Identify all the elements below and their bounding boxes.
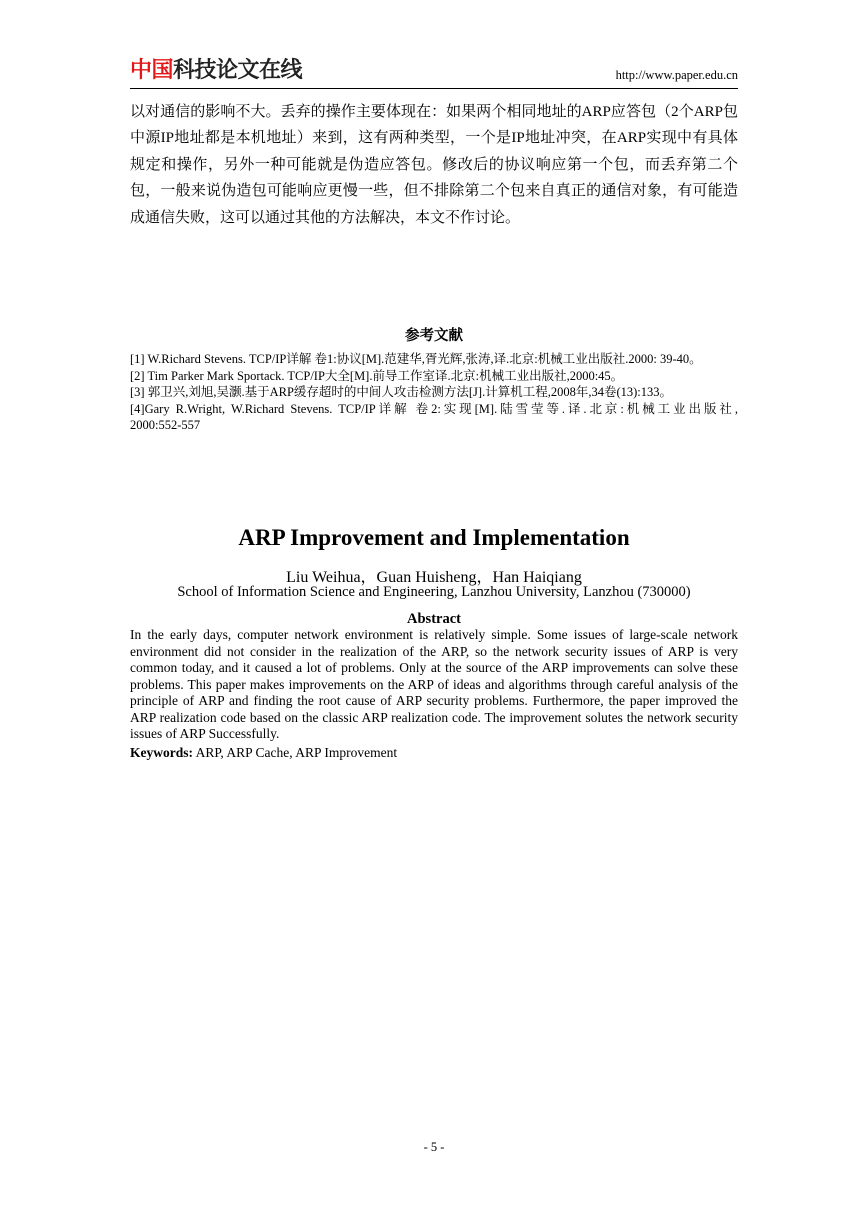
reference-item: [4]Gary R.Wright, W.Richard Stevens. TCP/IP详解 卷2:实现[M].陆雪莹等.译.北京:机械工业出版社, — [130, 401, 738, 416]
abstract-heading: Abstract — [407, 611, 461, 627]
page-number: - 5 - — [423, 1140, 445, 1154]
reference-item: [2] Tim Parker Mark Sportack. TCP/IP大全[M].前导工作室译.北京:机械工业出版社,2000:45。 — [130, 368, 624, 383]
keywords-label: Keywords: — [130, 745, 193, 760]
body-paragraph: 以对通信的影响不大。丢弃的操作主要体现在：如果两个相同地址的ARP应答包（2个ARP包中源IP地址都是本机地址）来到，这有两种类型，一个是IP地址冲突，在ARP实现中有具体规定和操作，另外一种可能就是伪造应答包。修改后的协议响应第一个包，而丢弃第二个包，一般来说伪造包可能响应更慢一些，但不排除第二个包来自真正的通信对象，有可能造成通信失败，这可以通过其他的方法解决，本文不作讨论。 — [130, 104, 738, 226]
abstract-text: In the early days, computer network environment is relatively simple. Some issues of large-scale network environment did not consider in the realization of the ARP, so the network security issues of ARP is very common today, and it caused a lot of problems. Only at the source of the ARP improvements can solve these problems. This paper makes improvements on the ARP of ideas and algorithms through careful analysis of the principle of ARP and finding the root cause of ARP security problems. Furthermore, the paper improved the ARP realization code based on the classic ARP realization code. The improvement solutes the network security issues of ARP Successfully. — [130, 627, 738, 741]
references-title: 参考文献 — [405, 328, 463, 344]
logo-text-red: 中国 — [130, 58, 174, 83]
keywords — [130, 745, 738, 761]
logo-text-dark: 科技论文在线 — [173, 58, 303, 83]
english-title: ARP Improvement and Implementation — [238, 525, 630, 550]
authors: Liu Weihua，Guan Huisheng，Han Haiqiang — [286, 569, 582, 586]
references-list — [130, 351, 738, 434]
keywords-value: ARP, ARP Cache, ARP Improvement — [193, 745, 398, 760]
affiliation: School of Information Science and Engineering, Lanzhou University, Lanzhou (730000) — [177, 584, 691, 600]
site-logo[interactable] — [130, 58, 302, 84]
header-url[interactable]: http://www.paper.edu.cn — [615, 68, 738, 82]
reference-item-continuation: 2000:552-557 — [130, 418, 201, 432]
header-divider — [130, 88, 738, 89]
page-header — [130, 56, 738, 90]
reference-item: [1] W.Richard Stevens. TCP/IP详解 卷1:协议[M].范建华,胥光辉,张涛,译.北京:机械工业出版社.2000: 39-40。 — [130, 352, 702, 366]
reference-item: [3] 郭卫兴,刘旭,吴灏.基于ARP缓存超时的中间人攻击检测方法[J].计算机工程,2008年,34卷(13):133。 — [130, 385, 673, 399]
